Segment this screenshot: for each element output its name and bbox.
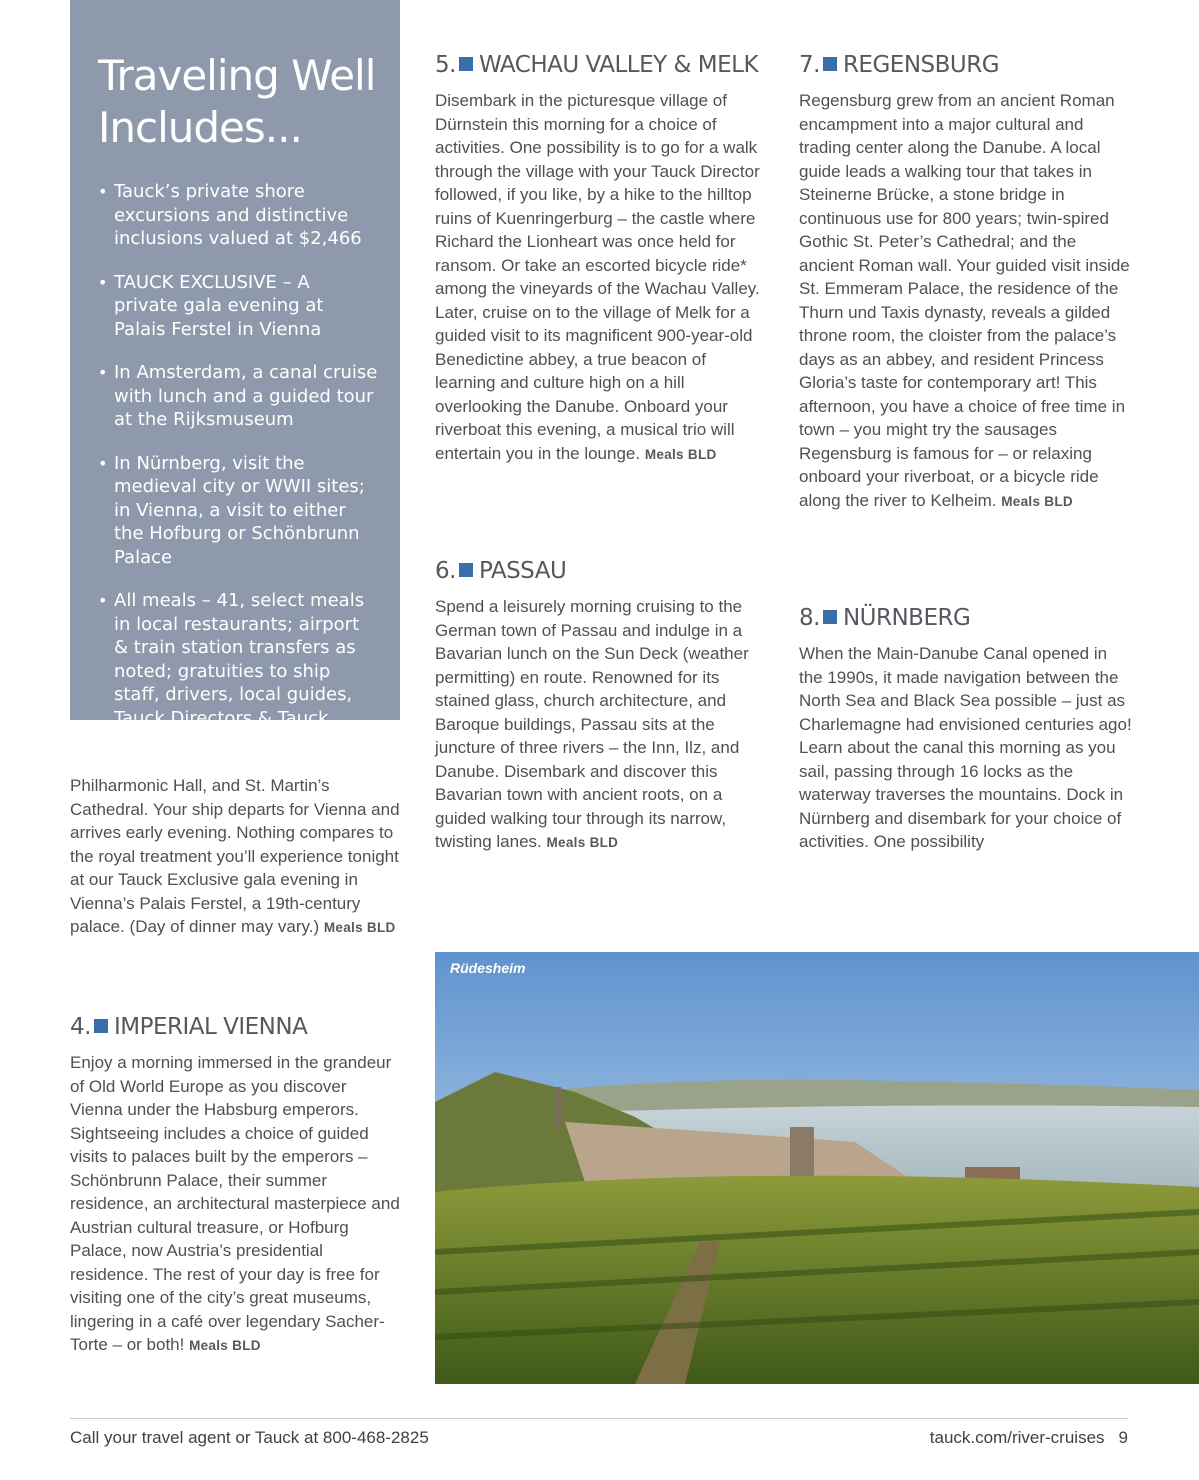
day-title: WACHAU VALLEY & MELK (478, 52, 759, 78)
day-7-heading (799, 50, 1134, 80)
blue-square-icon (823, 610, 837, 624)
day-number: 8. (799, 605, 820, 631)
blue-square-icon (459, 563, 473, 577)
day3-text: Philharmonic Hall, and St. Martin’s Cathedral. Your ship departs for Vienna and arrives early evening. Nothing compares to the royal treatment you’ll experience tonight at our Tauck Exclusive gala evening in Vienna’s Palais Ferstel, a 19th-century palace. (Day of dinner may vary.) (70, 776, 400, 936)
day-title: PASSAU (478, 558, 567, 584)
day-4-text: Enjoy a morning immersed in the grandeur of Old World Europe as you discover Vienna under the Habsburg emperors. Sightseeing includes a choice of guided visits to palaces built by the emperors – Schönbrunn Palace, their summer residence, an architectural masterpiece and Austrian cultural treasure, or Hofburg Palace, now Austria’s presidential residence. The rest of your day is free for visiting one of the city’s great museums, lingering in a café over legendary Sacher-Torte – or both! (70, 1053, 400, 1354)
meals-label: Meals BLD (323, 920, 396, 935)
day-4-heading (70, 1012, 400, 1042)
day-6-text: Spend a leisurely morning cruising to the German town of Passau and indulge in a Bavarian lunch on the Sun Deck (weather permitting) en route. Renowned for its stained glass, church architecture, and Baroque buildings, Passau sits at the juncture of three rivers – the Inn, Ilz, and Danube. Disembark and discover this Bavarian town with ancient roots, on a guided walking tour through its narrow, twisting lanes. (435, 597, 749, 851)
day-number: 7. (799, 52, 820, 78)
sidebar-title-line2: Includes... (98, 103, 302, 152)
blue-square-icon (823, 57, 837, 71)
day3-continuation (70, 774, 405, 940)
day-title: NÜRNBERG (842, 605, 971, 631)
rudesheim-photo (435, 952, 1199, 1384)
sidebar-title-line1: Traveling Well (98, 51, 376, 100)
day-number: 5. (435, 52, 456, 78)
day-title: IMPERIAL VIENNA (113, 1014, 308, 1040)
day-5-text: Disembark in the picturesque village of Dürnstein this morning for a choice of activities. One possibility is to go for a walk through the village with your Tauck Director followed, if you like, by a hike to the hilltop ruins of Kuenringerburg – the castle where Richard the Lionheart was once held for ransom. Or take an escorted bicycle ride* among the vineyards of the Wachau Valley. Later, cruise on to the village of Melk for a guided visit to its magnificent 900-year-old Benedictine abbey, a true beacon of learning and culture high on a hill overlooking the Danube. Onboard your riverboat this evening, a musical trio will entertain you in the lounge. (435, 91, 760, 463)
day-4-section (70, 1012, 400, 1358)
footer-divider (70, 1418, 1128, 1419)
footer-url[interactable]: tauck.com/river-cruises (929, 1428, 1105, 1447)
meals-label: Meals BLD (1001, 493, 1073, 509)
day-8-section (799, 603, 1134, 854)
photo-caption: Rüdesheim (450, 960, 526, 976)
footer-right (930, 1428, 1128, 1448)
day-number: 6. (435, 558, 456, 584)
landscape-illustration (435, 952, 1199, 1384)
meals-label: Meals BLD (644, 446, 717, 462)
blue-square-icon (94, 1019, 108, 1033)
day-6-heading (435, 556, 765, 586)
day-number: 4. (70, 1014, 91, 1040)
includes-item: • TAUCK EXCLUSIVE – A private gala evening at Palais Ferstel in Vienna (98, 271, 378, 342)
meals-label: Meals BLD (189, 1338, 261, 1353)
day-8-text: When the Main-Danube Canal opened in the 1990s, it made navigation between the North Sea and Black Sea possible – just as Charlemagne had envisioned centuries ago! Learn about the canal this morning as you sail, passing through 16 locks as the waterway traverses the mountains. Dock in Nürnberg and disembark for your choice of activities. One possibility (799, 644, 1132, 851)
sidebar-title (98, 50, 378, 154)
day-6-section (435, 556, 765, 855)
day-7-section (799, 50, 1134, 513)
day-5-section (435, 50, 770, 466)
footer-contact: Call your travel agent or Tauck at 800-468-2825 (70, 1428, 429, 1447)
blue-square-icon (459, 57, 473, 71)
includes-item: • In Nürnberg, visit the medieval city or WWII sites; in Vienna, a visit to either the Hofburg or Schönbrunn Palace (98, 452, 378, 570)
includes-item: • All meals – 41, select meals in local restaurants; airport & train station transfers as noted; gratuities to ship staff, drivers, local guides, Tauck Directors & Tauck Cruise Director & more (98, 589, 378, 754)
day-7-text: Regensburg grew from an ancient Roman encampment into a major cultural and trading center along the Danube. A local guide leads a walking tour that takes in Steinerne Brücke, a stone bridge in continuous use for 800 years; twin-spired Gothic St. Peter’s Cathedral; and the ancient Roman wall. Your guided visit inside St. Emmeram Palace, the residence of the Thurn und Taxis dynasty, reveals a gilded throne room, the cloister from the palace’s days as an abbey, and resident Princess Gloria’s taste for contemporary art! This afternoon, you have a choice of free time in town – you might try the sausages Regensburg is famous for – or relaxing onboard your riverboat, or a bicycle ride along the river to Kelheim. (799, 91, 1130, 510)
day-title: REGENSBURG (842, 52, 1000, 78)
day-8-heading (799, 603, 1134, 633)
meals-label: Meals BLD (546, 835, 619, 850)
includes-sidebar (70, 0, 400, 752)
includes-list (98, 180, 378, 754)
includes-item: • Tauck’s private shore excursions and distinctive inclusions valued at $2,466 (98, 180, 378, 251)
day-5-heading (435, 50, 770, 80)
page-number: 9 (1118, 1428, 1128, 1447)
includes-item: • In Amsterdam, a canal cruise with lunch and a guided tour at the Rijksmuseum (98, 361, 378, 432)
